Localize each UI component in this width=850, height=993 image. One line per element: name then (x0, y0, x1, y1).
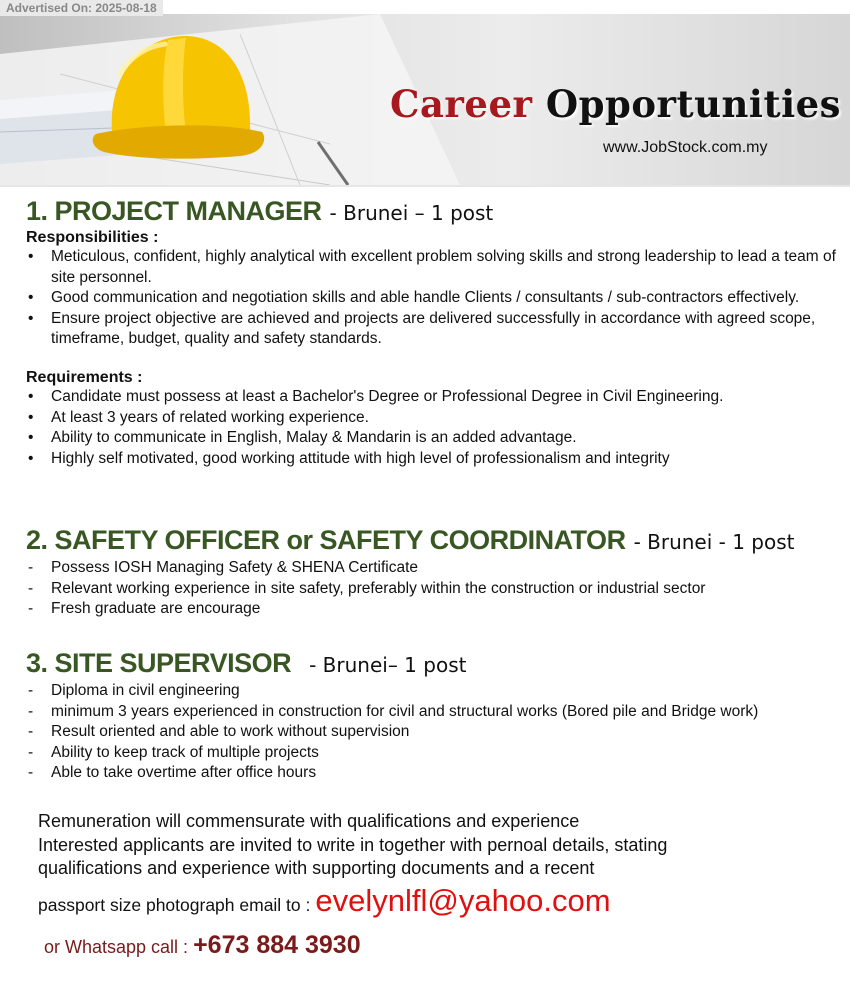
list-item: • At least 3 years of related working experience. (28, 408, 369, 426)
list-item: - Diploma in civil engineering (28, 682, 240, 699)
job-title: 1. PROJECT MANAGER (26, 196, 322, 226)
list-item: - Able to take overtime after office hours (28, 764, 317, 782)
requirements-heading: Requirements : (26, 368, 143, 386)
responsibilities-heading: Responsibilities : (26, 229, 159, 246)
list-item: - minimum 3 years experienced in construction for civil and structural works (Bored pile and Bridge work) (28, 702, 759, 720)
email-line (38, 883, 838, 918)
whatsapp-prefix: or Whatsapp call : (44, 937, 189, 957)
job-section-site-supervisor (26, 648, 841, 784)
whatsapp-phone-number[interactable]: +673 884 3930 (193, 931, 361, 959)
list-item: • Good communication and negotiation skills and able handle Clients / consultants / sub-contractors effectively. (28, 289, 800, 307)
responsibilities-list (26, 247, 841, 350)
list-item: - Fresh graduate are encourage (28, 600, 261, 618)
list-item: - Result oriented and able to work without supervision (28, 723, 410, 741)
list-item: • Ability to communicate in English, Malay & Mandarin is an added advantage. (28, 429, 577, 447)
job-heading (26, 525, 841, 556)
remuneration-text: Remuneration will commensurate with qualifications and experience (38, 811, 580, 831)
job-location: - Brunei - 1 post (633, 530, 795, 554)
job-location: - Brunei – 1 post (329, 201, 494, 225)
job-heading (26, 196, 841, 227)
career-banner (0, 14, 850, 187)
job-section-project-manager (26, 196, 841, 469)
list-item: - Relevant working experience in site safety, preferably within the construction or industrial sector (28, 579, 706, 597)
banner-website-url: www.JobStock.com.my (603, 139, 768, 156)
application-instructions (38, 810, 838, 881)
list-item: • Ensure project objective are achieved and projects are delivered successfully in accordance with agreed scope, timeframe, budget, quality and safety standards. (28, 309, 816, 348)
site-supervisor-list (26, 681, 841, 784)
requirements-list (26, 387, 841, 469)
list-item: • Highly self motivated, good working attitude with high level of professionalism and integrity (28, 449, 670, 467)
job-title: 3. SITE SUPERVISOR (26, 648, 292, 678)
list-item: • Candidate must possess at least a Bachelor's Degree or Professional Degree in Civil Engineering. (28, 387, 724, 405)
apply-text-line1: Interested applicants are invited to write in together with pernoal details, stating (38, 834, 668, 855)
banner-title-career: Career (390, 82, 533, 126)
list-item: - Possess IOSH Managing Safety & SHENA Certificate (28, 559, 418, 576)
whatsapp-line (44, 931, 844, 960)
email-prefix: passport size photograph email to : (38, 895, 311, 915)
job-heading (26, 648, 841, 679)
banner-title (390, 82, 841, 126)
safety-officer-list (26, 558, 841, 620)
job-title: 2. SAFETY OFFICER or SAFETY COORDINATOR (26, 525, 626, 555)
job-location: - Brunei– 1 post (309, 653, 467, 677)
job-section-safety-officer (26, 525, 841, 620)
banner-title-opportunities: Opportunities (545, 82, 842, 126)
advertised-date-tag: Advertised On: 2025-08-18 (0, 0, 163, 16)
contact-email-link[interactable]: evelynlfl@yahoo.com (315, 883, 611, 918)
list-item: - Ability to keep track of multiple projects (28, 743, 319, 761)
apply-text-line2: qualifications and experience with supporting documents and a recent (38, 858, 595, 878)
list-item: • Meticulous, confident, highly analytical with excellent problem solving skills and strong leadership to lead a team of site personnel. (28, 248, 836, 286)
